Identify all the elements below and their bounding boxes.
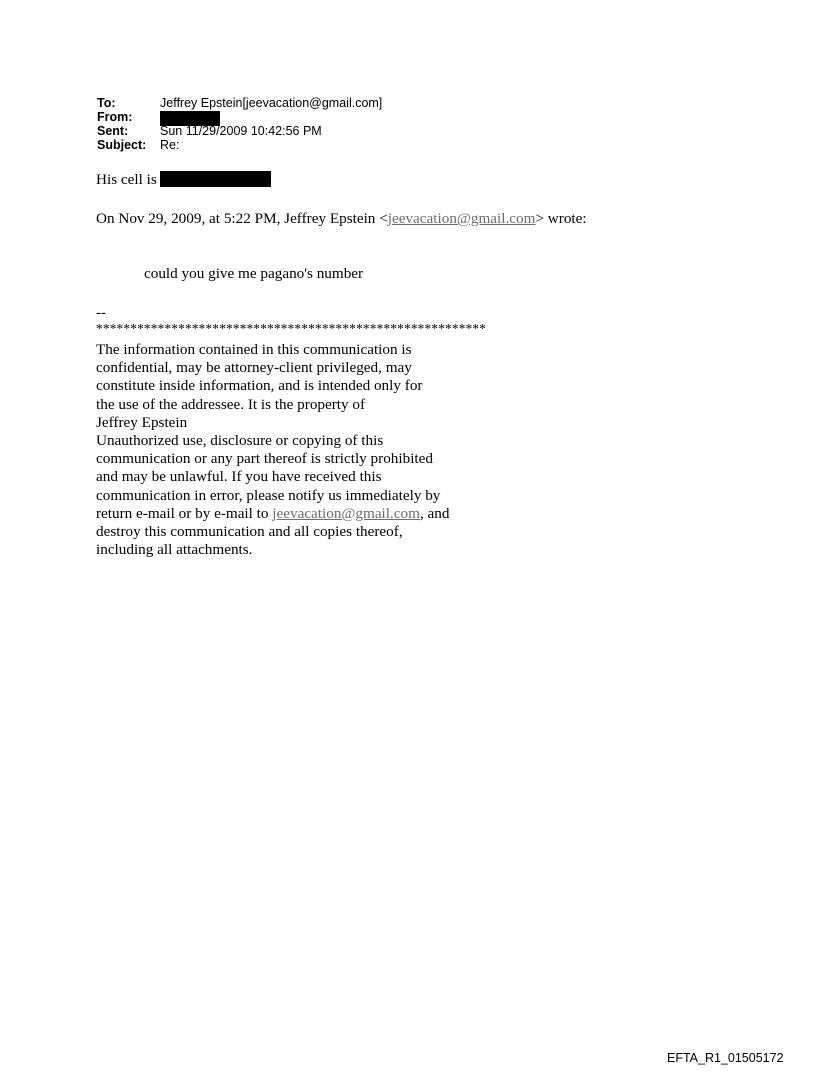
disclaimer-line: Jeffrey Epstein (96, 413, 188, 431)
disclaimer (96, 341, 449, 559)
email-header (97, 96, 382, 152)
wrote-line (96, 210, 587, 228)
disclaimer-line: including all attachments. (96, 541, 253, 559)
disclaimer-line (96, 505, 449, 523)
wrote-prefix: On Nov 29, 2009, at 5:22 PM, Jeffrey Epstein < (96, 210, 388, 227)
disclaimer-line: The information contained in this communication is (96, 341, 412, 358)
to-label: To: (97, 96, 116, 110)
cell-redaction (160, 171, 271, 187)
from-label: From: (97, 110, 133, 124)
disclaimer-line-suffix: , and (419, 504, 450, 522)
stars-divider: ********************************************************* (96, 321, 487, 336)
sent-label: Sent: (97, 124, 129, 138)
disclaimer-line: communication or any part thereof is strictly prohibited (96, 450, 433, 468)
subject-label: Subject: (97, 138, 147, 152)
signature-dash: -- (96, 304, 107, 321)
disclaimer-line: and may be unlawful. If you have received this (96, 468, 382, 486)
disclaimer-line: Unauthorized use, disclosure or copying of this (96, 432, 384, 450)
sent-value: Sun 11/29/2009 10:42:56 PM (160, 124, 322, 138)
wrote-email-link[interactable]: jeevacation@gmail.com (387, 210, 536, 227)
wrote-suffix: > wrote: (535, 210, 587, 227)
sent-row (97, 124, 382, 138)
to-value: Jeffrey Epstein[jeevacation@gmail.com] (160, 96, 383, 110)
quoted-message: could you give me pagano's number (144, 265, 364, 282)
disclaimer-line: constitute inside information, and is intended only for (96, 377, 423, 395)
from-row (97, 110, 382, 124)
to-row (97, 96, 382, 110)
disclaimer-line: the use of the addressee. It is the property of (96, 395, 366, 413)
cell-text: His cell is (96, 171, 157, 188)
subject-row (97, 138, 382, 152)
disclaimer-line: destroy this communication and all copies thereof, (96, 523, 403, 541)
subject-value: Re: (160, 138, 180, 152)
disclaimer-line-prefix: return e-mail or by e-mail to (96, 504, 273, 522)
disclaimer-line: confidential, may be attorney-client privileged, may (96, 359, 412, 377)
cell-line (96, 171, 271, 189)
disclaimer-email-link[interactable]: jeevacation@gmail.com (272, 504, 420, 522)
disclaimer-line: communication in error, please notify us immediately by (96, 486, 441, 504)
bates-number: EFTA_R1_01505172 (667, 1051, 784, 1065)
